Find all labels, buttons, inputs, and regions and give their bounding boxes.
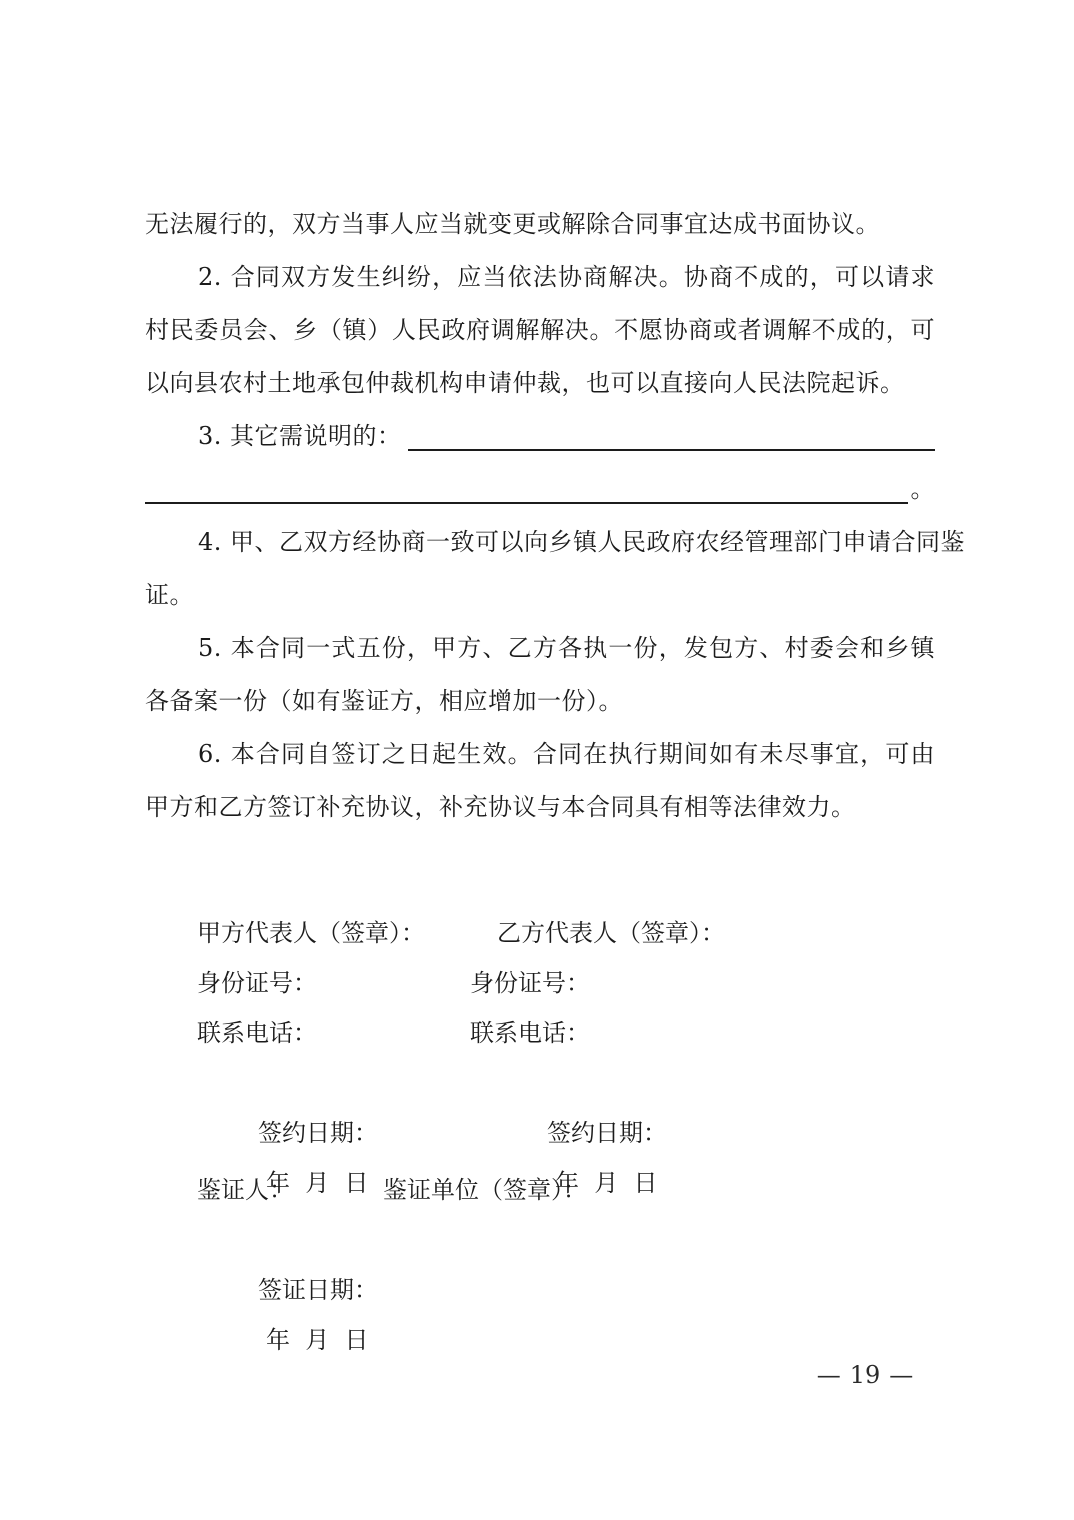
clause-2-line-3: 以向县农村土地承包仲裁机构申请仲裁，也可以直接向人民法院起诉。 xyxy=(145,369,905,397)
witness-date-label: 签证日期： xyxy=(258,1276,379,1304)
page-number-footer xyxy=(798,1357,932,1393)
clause-6-line-2: 甲方和乙方签订补充协议，补充协议与本合同具有相等法律效力。 xyxy=(145,793,856,821)
page-number: 19 xyxy=(849,1361,881,1389)
clause-2-line-1: 2. 合同双方发生纠纷，应当依法协商解决。协商不成的，可以请求 xyxy=(198,263,935,291)
other-notes-blank-line xyxy=(408,410,935,451)
contract-clauses xyxy=(145,198,966,834)
clause-3-continuation-line xyxy=(145,463,935,516)
id-number-row xyxy=(145,958,945,1008)
phone-row xyxy=(145,1008,945,1058)
witness-block xyxy=(145,1165,945,1354)
party-b-phone-label: 联系电话： xyxy=(470,1019,590,1047)
witness-date-row xyxy=(145,1215,945,1354)
party-b-id-label: 身份证号： xyxy=(470,969,590,997)
clause-4-line-2: 证。 xyxy=(145,581,194,609)
witness-date xyxy=(197,1215,378,1415)
party-b-sign-date-label: 签约日期： xyxy=(547,1119,668,1147)
witness-unit-label: 鉴证单位（签章）： xyxy=(383,1176,587,1204)
clause-5-line-1: 5. 本合同一式五份，甲方、乙方各执一份，发包方、村委会和乡镇 xyxy=(198,634,935,662)
clause-1-continuation-line: 无法履行的，双方当事人应当就变更或解除合同事宜达成书面协议。 xyxy=(145,210,880,238)
witness-date-placeholder: 年 月 日 xyxy=(266,1326,369,1354)
clause-3-line xyxy=(145,410,935,463)
party-a-phone-label: 联系电话： xyxy=(197,1019,317,1047)
party-a-sign-date-placeholder: 年 月 日 xyxy=(266,1169,369,1197)
clause-3-label: 3. 其它需说明的： xyxy=(198,422,402,450)
clause-2-line-2: 村民委员会、乡（镇）人民政府调解解决。不愿协商或者调解不成的，可 xyxy=(145,316,935,344)
representative-signature-row xyxy=(145,908,945,958)
sentence-end-mark: 。 xyxy=(910,475,935,503)
clause-6-line-1: 6. 本合同自签订之日起生效。合同在执行期间如有未尽事宜，可由 xyxy=(198,740,935,768)
party-a-representative-label: 甲方代表人（签章）： xyxy=(197,919,425,947)
other-notes-blank-line-2 xyxy=(145,463,908,504)
footer-left-dash: — xyxy=(816,1361,841,1389)
footer-right-dash: — xyxy=(889,1361,914,1389)
party-b-representative-label: 乙方代表人（签章）： xyxy=(497,919,725,947)
party-a-sign-date-label: 签约日期： xyxy=(258,1119,379,1147)
clause-5-line-2: 各备案一份（如有鉴证方，相应增加一份）。 xyxy=(145,687,623,715)
clause-4-line-1: 4. 甲、乙双方经协商一致可以向乡镇人民政府农经管理部门申请合同鉴 xyxy=(198,528,966,556)
party-b-sign-date-placeholder: 年 月 日 xyxy=(555,1169,658,1197)
party-a-id-label: 身份证号： xyxy=(197,969,317,997)
witness-label: 鉴证人： xyxy=(197,1176,293,1204)
witness-row xyxy=(145,1165,945,1215)
